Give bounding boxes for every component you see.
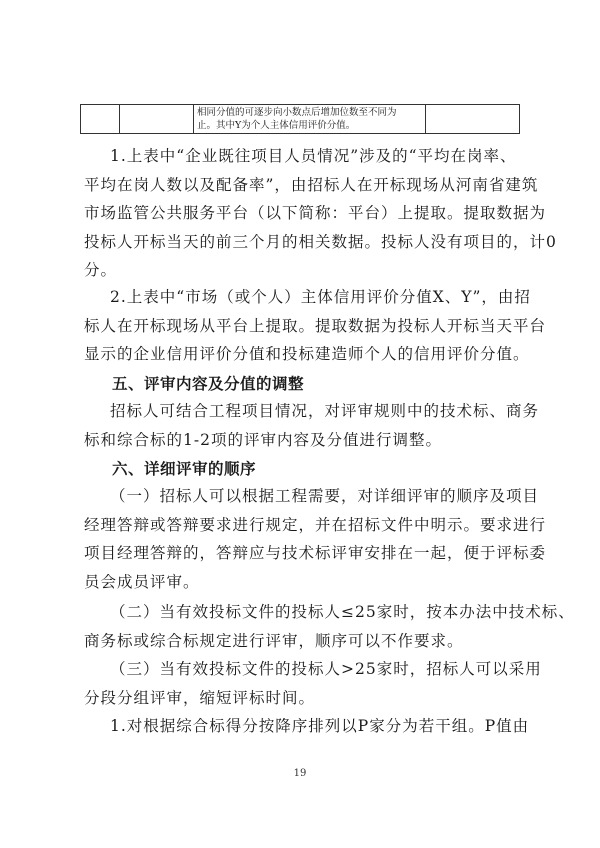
text-line: 标人在开标现场从平台上提取。提取数据为投标人开标当天平台	[84, 316, 547, 335]
text-line: （三）当有效投标文件的投标人>25家时，招标人可以采用	[110, 660, 542, 678]
text-line: 显示的企业信用评价分值和投标建造师个人的信用评价分值。	[84, 345, 530, 363]
text-line: 市场监管公共服务平台（以下简称：平台）上提取。提取数据为	[84, 204, 547, 222]
table-cell-empty	[120, 105, 194, 134]
text-line: 投标人开标当天的前三个月的相关数据。投标人没有项目的，计0	[84, 232, 557, 251]
table-cell-empty	[81, 105, 120, 134]
page-number: 19	[293, 768, 307, 779]
text-line: （二）当有效投标文件的投标人≤25家时，按本办法中技术标、	[110, 603, 575, 621]
text-line: 1.上表中“企业既往项目人员情况”涉及的“平均在岗率、	[110, 147, 517, 165]
text-line: 经理答辩或答辩要求进行规定，并在招标文件中明示。要求进行	[84, 515, 547, 534]
table-note-line: 止。其中Y为个人主体信用评价分值。	[197, 120, 356, 131]
text-line: 分。	[84, 261, 118, 279]
paragraph-5	[84, 598, 575, 655]
text-line: 分段分组评审，缩短评标时间。	[84, 688, 316, 707]
table-note-line: 相同分值的可逐步向小数点后增加位数至不同为	[197, 107, 397, 118]
section-heading-6: 六、详细评审的顺序	[112, 460, 257, 478]
table-fragment	[80, 104, 520, 134]
text-line: 标和综合标的1-2项的评审内容及分值进行调整。	[84, 430, 442, 449]
paragraph-2	[84, 283, 547, 369]
paragraph-3	[84, 397, 540, 454]
text-line: 2.上表中“市场（或个人）主体信用评价分值X、Y”，由招	[110, 288, 531, 306]
text-line: 商务标或综合标规定进行评审，顺序可以不作要求。	[84, 631, 464, 650]
paragraph-4	[84, 482, 547, 596]
text-line: （一）招标人可以根据工程需要，对详细评审的顺序及项目	[110, 487, 540, 505]
text-line: 平均在岗人数以及配备率”，由招标人在开标现场从河南省建筑	[84, 175, 539, 194]
table-cell-empty	[426, 105, 520, 134]
text-line: 员会成员评审。	[84, 572, 200, 591]
text-line: 招标人可结合工程项目情况，对评审规则中的技术标、商务	[110, 402, 540, 420]
text-line: 1.对根据综合标得分按降序排列以P家分为若干组。P值由	[110, 717, 530, 735]
section-heading-5: 五、评审内容及分值的调整	[112, 375, 305, 393]
table-cell-note	[194, 105, 426, 134]
text-line: 项目经理答辩的，答辩应与技术标评审安排在一起，便于评标委	[84, 544, 547, 562]
paragraph-1	[84, 142, 557, 285]
paragraph-6	[84, 655, 542, 712]
paragraph-7	[84, 712, 530, 741]
